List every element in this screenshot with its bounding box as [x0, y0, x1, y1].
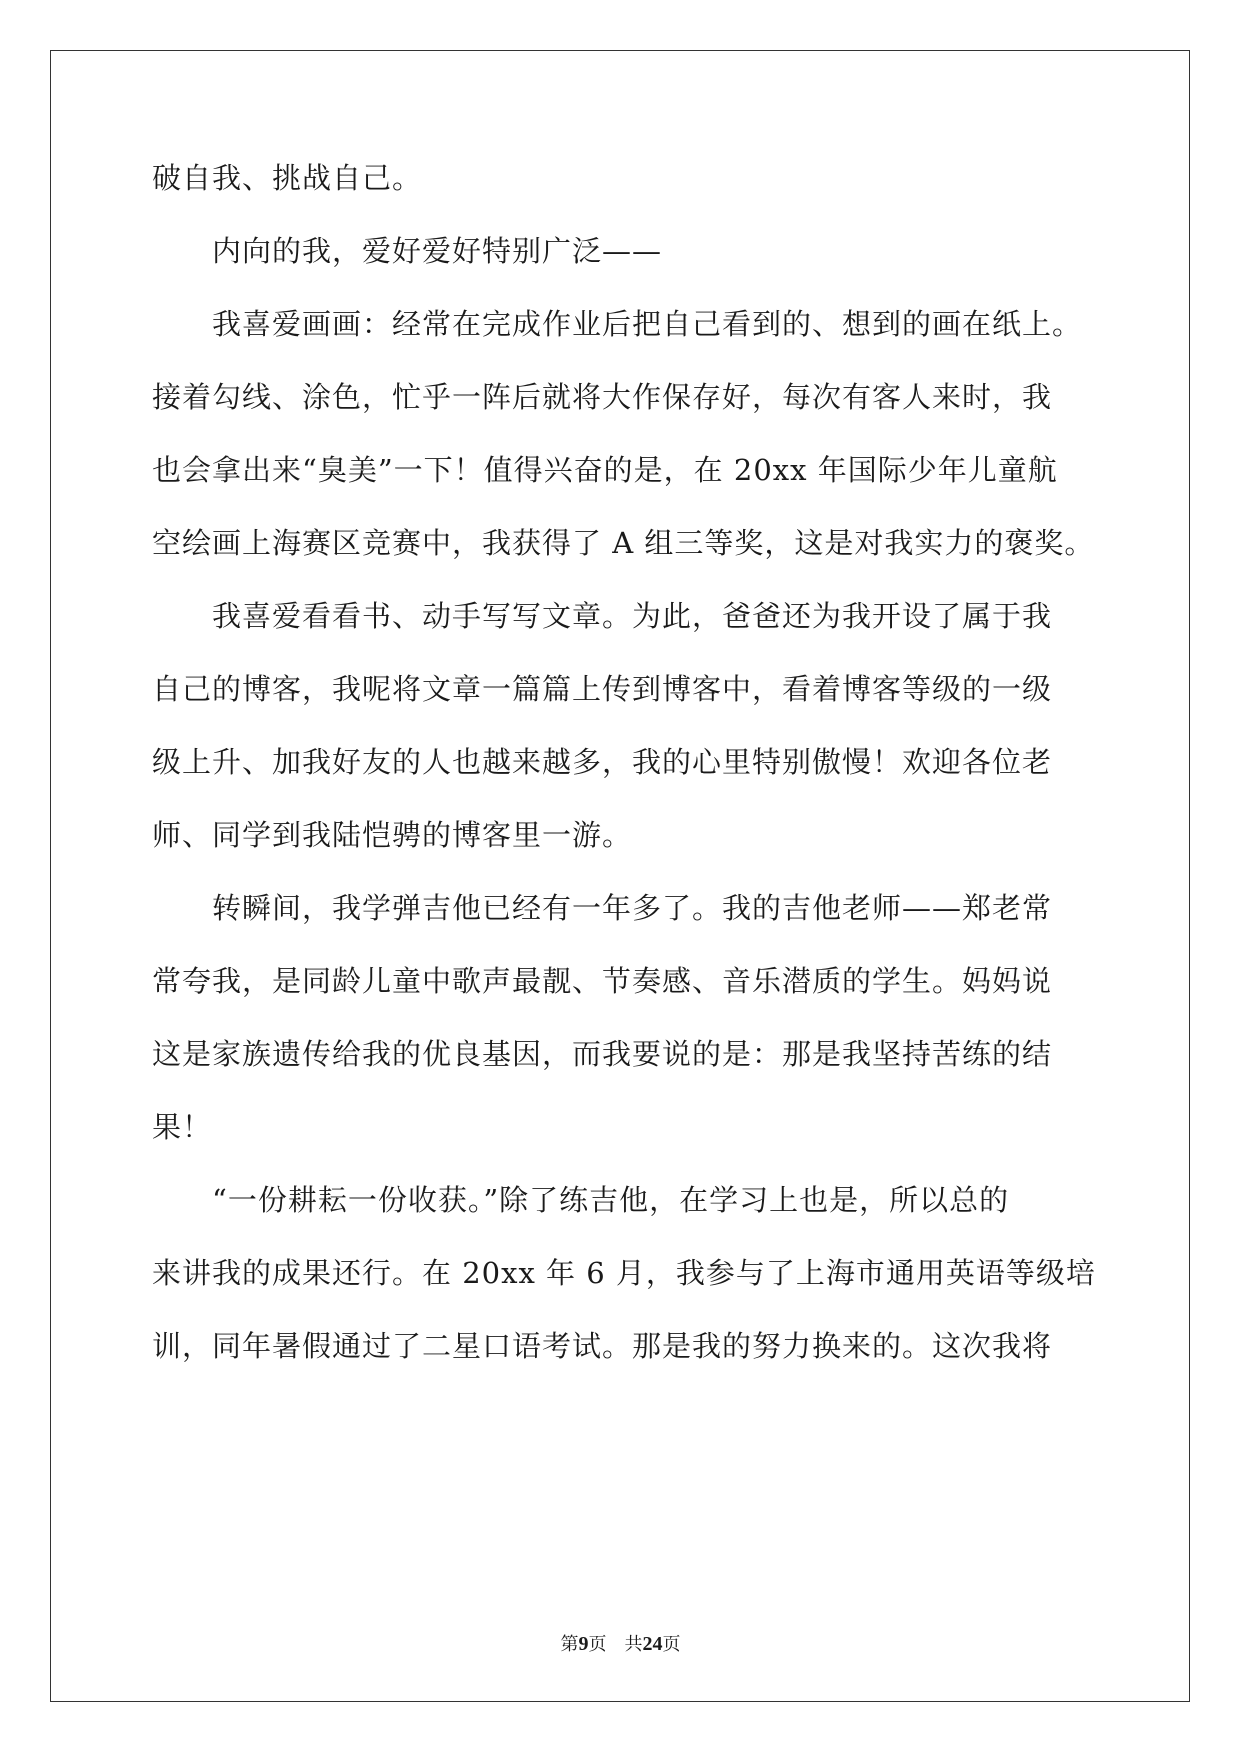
- text-line: 自己的博客，我呢将文章一篇篇上传到博客中，看着博客等级的一级: [152, 672, 1053, 706]
- text-line: 我喜爱看看书、动手写写文章。为此，爸爸还为我开设了属于我: [152, 599, 1053, 633]
- text-line: 内向的我，爱好爱好特别广泛——: [152, 234, 663, 268]
- text-line: 师、同学到我陆恺骋的博客里一游。: [152, 818, 633, 852]
- text-line: “一份耕耘一份收获。”除了练吉他，在学习上也是，所以总的: [152, 1183, 1010, 1217]
- text-line: 也会拿出来“臭美”一下！值得兴奋的是，在 20xx 年国际少年儿童航: [152, 453, 1058, 487]
- page-number: 9: [578, 1633, 589, 1655]
- text-line: 来讲我的成果还行。在 20xx 年 6 月，我参与了上海市通用英语等级培: [152, 1256, 1096, 1290]
- page-footer: [0, 1630, 1241, 1656]
- text-line: 接着勾线、涂色，忙乎一阵后就将大作保存好，每次有客人来时，我: [152, 380, 1053, 414]
- page-total: 24: [642, 1633, 663, 1655]
- page-prefix: 第: [560, 1634, 579, 1655]
- text-line: 转瞬间，我学弹吉他已经有一年多了。我的吉他老师——郑老常: [152, 891, 1053, 925]
- page-border: [50, 50, 1190, 1702]
- text-line: 常夸我，是同龄儿童中歌声最靓、节奏感、音乐潜质的学生。妈妈说: [152, 964, 1053, 998]
- text-line: 空绘画上海赛区竞赛中，我获得了 A 组三等奖，这是对我实力的褒奖。: [152, 526, 1095, 560]
- text-line: 我喜爱画画：经常在完成作业后把自己看到的、想到的画在纸上。: [152, 307, 1083, 341]
- text-line: 这是家族遗传给我的优良基因，而我要说的是：那是我坚持苦练的结: [152, 1037, 1053, 1071]
- text-line: 训，同年暑假通过了二星口语考试。那是我的努力换来的。这次我将: [152, 1329, 1053, 1363]
- text-line: 级上升、加我好友的人也越来越多，我的心里特别傲慢！欢迎各位老: [152, 745, 1053, 779]
- page-suffix: 页: [662, 1634, 681, 1655]
- text-line: 果！: [152, 1110, 213, 1144]
- text-line: 破自我、挑战自己。: [152, 161, 423, 195]
- page-mid: 页 共: [588, 1634, 643, 1655]
